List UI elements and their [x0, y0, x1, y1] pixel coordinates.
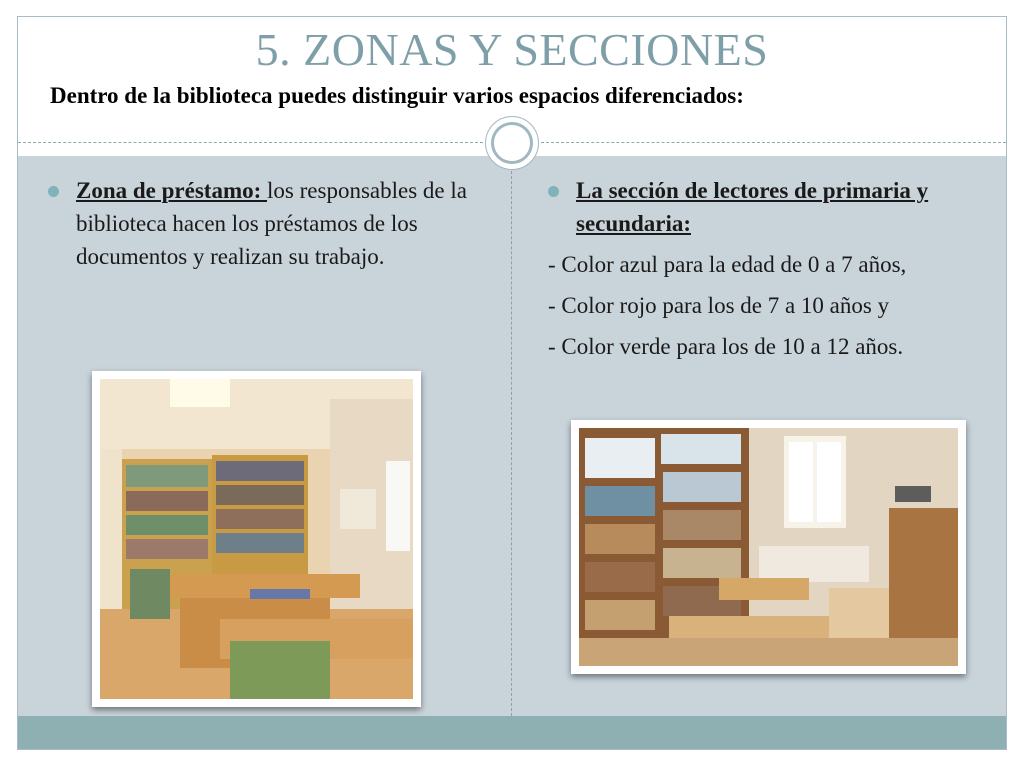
slide-title: 5. ZONAS Y SECCIONES — [255, 24, 769, 75]
slide-subtitle: Dentro de la biblioteca puedes distinguir varios espacios diferenciados: — [50, 83, 744, 108]
header-divider-left — [18, 142, 483, 143]
bullet-heading: Zona de préstamo: — [76, 178, 268, 203]
left-column — [48, 174, 488, 273]
footer-bar — [18, 716, 1006, 749]
bullet-text: los responsables de la biblioteca hacen los préstamos de los documentos y realizan su trabajo. — [76, 178, 467, 269]
slide-frame — [17, 16, 1007, 750]
bullet-dot-icon — [548, 186, 559, 197]
photo-readers-section — [571, 420, 966, 674]
loan-zone-illustration — [100, 379, 413, 699]
age-color-line: - Color rojo para los de 7 a 10 años y — [548, 293, 890, 318]
bullet-seccion-lectores — [548, 174, 988, 240]
header-ornament-ring — [491, 122, 533, 164]
readers-section-illustration — [579, 428, 958, 666]
bullet-zona-prestamo — [48, 174, 488, 273]
right-column — [548, 174, 988, 363]
age-color-line: - Color verde para los de 10 a 12 años. — [548, 334, 904, 359]
column-divider — [511, 156, 512, 716]
content-area — [18, 156, 1006, 716]
bullet-dot-icon — [48, 186, 59, 197]
header-divider-right — [541, 142, 1006, 143]
bullet-heading: La sección de lectores de primaria y secundaria: — [576, 178, 929, 236]
photo-loan-zone — [92, 371, 421, 707]
age-color-line: - Color azul para la edad de 0 a 7 años, — [548, 252, 907, 277]
header-ornament-icon — [485, 116, 539, 170]
